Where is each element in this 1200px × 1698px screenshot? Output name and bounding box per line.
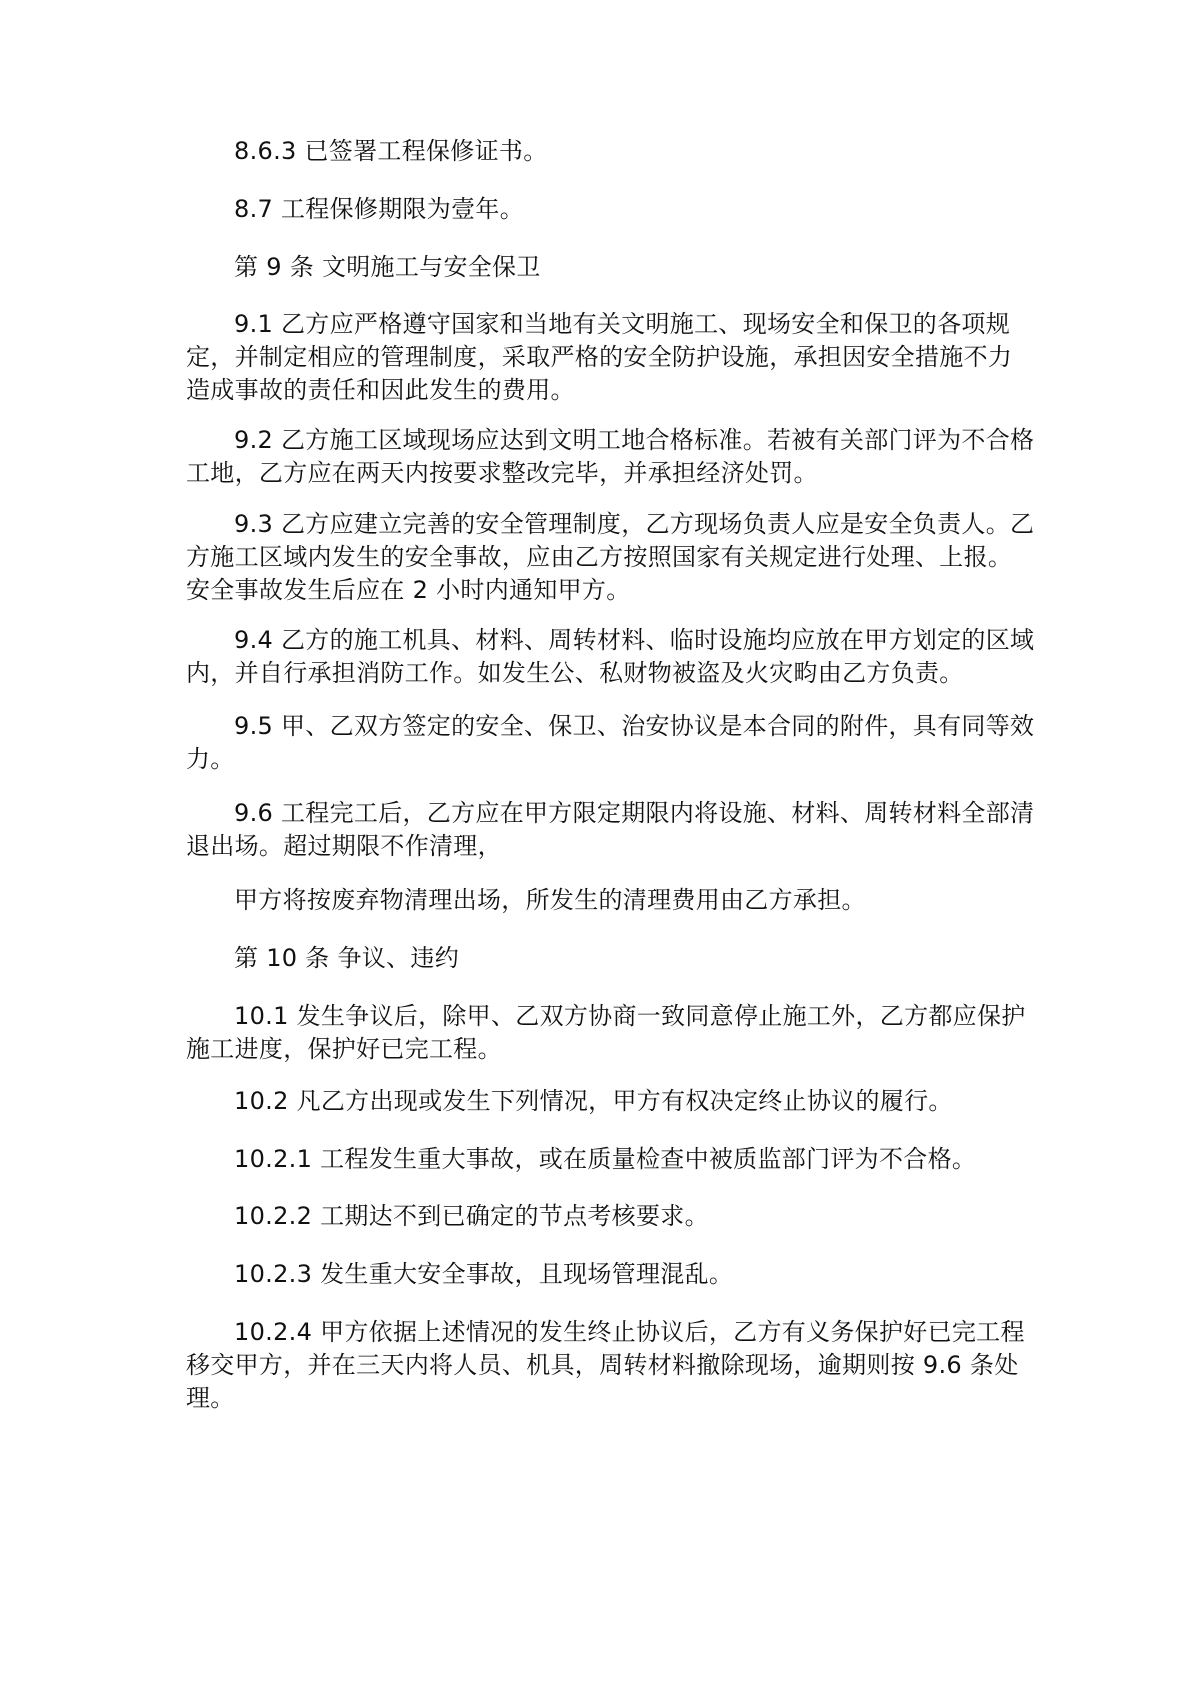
paragraph-10-2-3: 10.2.3 发生重大安全事故，且现场管理混乱。 (234, 1260, 734, 1288)
paragraph-10-2-1: 10.2.1 工程发生重大事故，或在质量检查中被质监部门评为不合格。 (234, 1145, 977, 1173)
paragraph-9-3: 9.3 乙方应建立完善的安全管理制度，乙方现场负责人应是安全负责人。乙方施工区域内发生的安全事故，应由乙方按照国家有关规定进行处理、上报。安全事故发生后应在 2 小时内通知甲方。 (186, 510, 1035, 604)
paragraph-8-7: 8.7 工程保修期限为壹年。 (234, 195, 524, 223)
paragraph-9-4: 9.4 乙方的施工机具、材料、周转材料、临时设施均应放在甲方划定的区域内，并自行承担消防工作。如发生公、私财物被盗及火灾畇由乙方负责。 (186, 626, 1035, 687)
paragraph-9-6-continued: 甲方将按废弃物清理出场，所发生的清理费用由乙方承担。 (234, 886, 866, 914)
paragraph-8-6-3: 8.6.3 已签署工程保修证书。 (234, 137, 548, 165)
paragraph-9-6: 9.6 工程完工后，乙方应在甲方限定期限内将设施、材料、周转材料全部清退出场。超过期限不作清理， (186, 799, 1035, 860)
section-heading-9: 第 9 条 文明施工与安全保卫 (234, 253, 541, 281)
section-heading-10: 第 10 条 争议、违约 (234, 944, 460, 972)
paragraph-9-5: 9.5 甲、乙双方签定的安全、保卫、治安协议是本合同的附件，具有同等效力。 (186, 712, 1035, 773)
paragraph-9-2: 9.2 乙方施工区域现场应达到文明工地合格标准。若被有关部门评为不合格工地，乙方应在两天内按要求整改完毕，并承担经济处罚。 (186, 426, 1035, 487)
paragraph-10-2-2: 10.2.2 工期达不到已确定的节点考核要求。 (234, 1202, 709, 1230)
paragraph-10-2-4: 10.2.4 甲方依据上述情况的发生终止协议后，乙方有义务保护好已完工程移交甲方，并在三天内将人员、机具，周转材料撤除现场，逾期则按 9.6 条处理。 (186, 1318, 1025, 1412)
paragraph-10-1: 10.1 发生争议后，除甲、乙双方协商一致同意停止施工外，乙方都应保护施工进度，保护好已完工程。 (186, 1002, 1026, 1063)
paragraph-9-1: 9.1 乙方应严格遵守国家和当地有关文明施工、现场安全和保卫的各项规定，并制定相应的管理制度，采取严格的安全防护设施，承担因安全措施不力造成事故的责任和因此发生的费用。 (186, 310, 1013, 404)
paragraph-10-2: 10.2 凡乙方出现或发生下列情况，甲方有权决定终止协议的履行。 (234, 1087, 953, 1115)
